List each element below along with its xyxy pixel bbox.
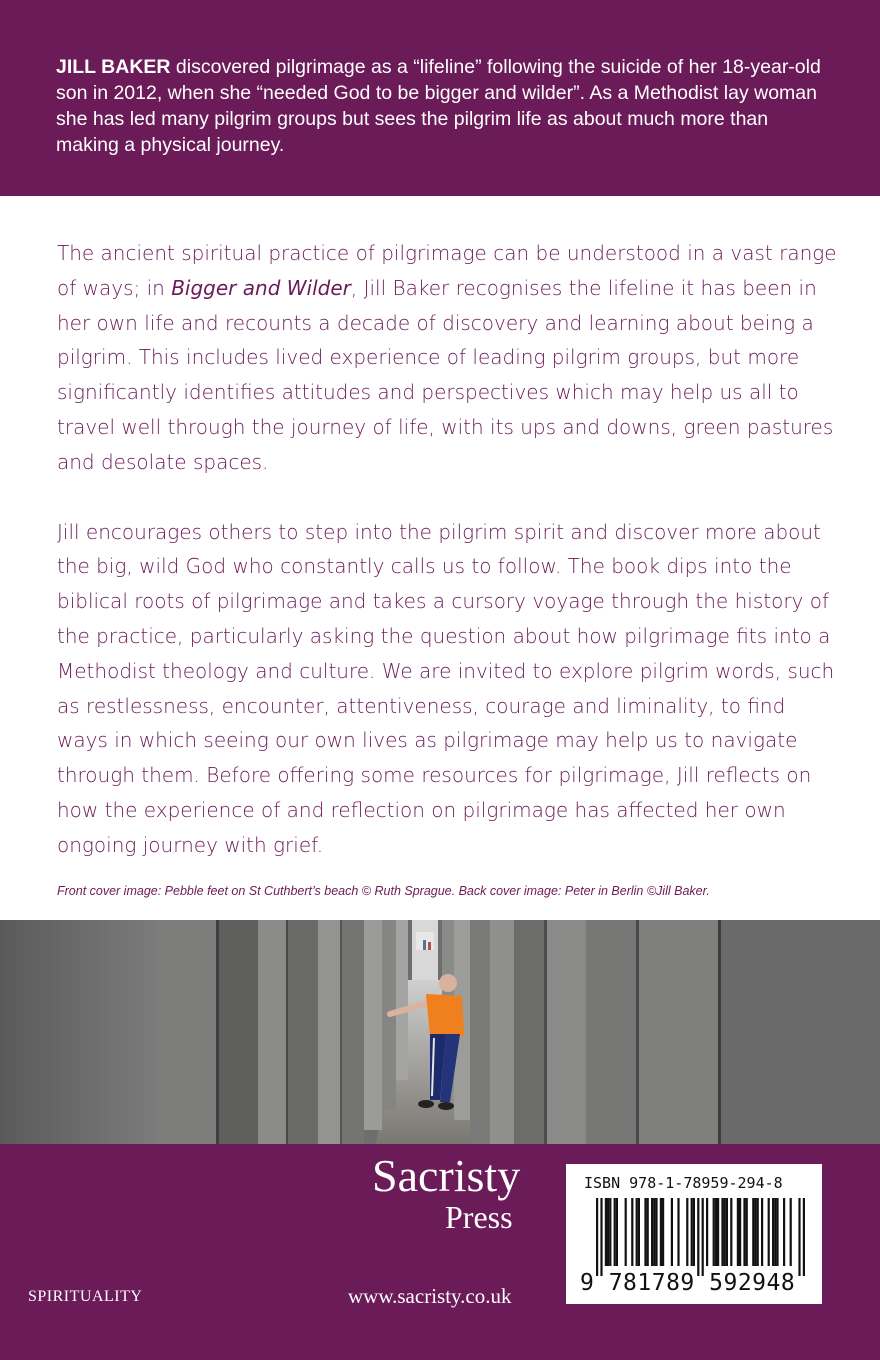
publisher-logo — [372, 1150, 542, 1235]
publisher-website: www.sacristy.co.uk — [348, 1284, 512, 1308]
barcode-bar — [625, 1198, 627, 1266]
barcode-bar — [790, 1198, 792, 1266]
barcode-bar — [660, 1198, 662, 1266]
barcode-bar — [600, 1198, 602, 1276]
barcode-bar — [776, 1198, 778, 1266]
barcode-bar — [726, 1198, 728, 1266]
barcode-bar — [717, 1198, 719, 1266]
barcode-bar — [724, 1198, 726, 1266]
barcode-bar — [746, 1198, 748, 1266]
barcode-bar — [721, 1198, 723, 1266]
barcode-bar — [671, 1198, 673, 1266]
back-cover-photo — [0, 920, 880, 1144]
barcode-bar — [752, 1198, 754, 1266]
barcode-bar — [768, 1198, 770, 1266]
barcode-bar — [644, 1198, 646, 1266]
barcode-bar — [662, 1198, 664, 1266]
isbn-label: ISBN 978-1-78959-294-8 — [584, 1174, 783, 1192]
barcode-bar — [607, 1198, 609, 1266]
author-bio — [56, 54, 826, 158]
barcode-bar — [655, 1198, 657, 1266]
barcode-bar — [647, 1198, 649, 1266]
author-bio-band — [0, 0, 880, 196]
barcode-bar — [693, 1198, 695, 1266]
barcode-bar — [609, 1198, 611, 1266]
barcode-bar — [691, 1198, 693, 1266]
barcode-bar — [697, 1198, 699, 1276]
blurb-paragraph-1: The ancient spiritual practice of pilgrimage can be understood in a vast range of ways; in Bigger and Wilder, Jill Baker recognises the lifeline it has been in her own life and recounts a decade of discovery and learning about being a pilgrim. This includes lived experience of leading pilgrim groups, but more significantly identifies attitudes and perspectives which may help us all to travel well through the journey of life, with its ups and downs, green pastures and desolate spaces. — [57, 241, 837, 474]
barcode-bar — [761, 1198, 763, 1266]
barcode-bar — [614, 1198, 616, 1266]
barcode-bar — [772, 1198, 774, 1266]
barcode-bar — [686, 1198, 688, 1266]
barcode-bar — [774, 1198, 776, 1266]
barcode-bar — [651, 1198, 653, 1266]
barcode-bar — [631, 1198, 633, 1266]
barcode-bar — [636, 1198, 638, 1266]
barcode-bar — [783, 1198, 785, 1266]
publisher-name-line1: Sacristy — [372, 1150, 521, 1201]
barcode-bar — [737, 1198, 739, 1266]
blurb-paragraph-2: Jill encourages others to step into the pilgrim spirit and discover more about the big, wild God who constantly calls us to follow. The book dips into the biblical roots of pilgrimage and takes a cursory voyage through the history of the practice, particularly asking the question about how pilgrimage fits into a Methodist theology and culture. We are invited to explore pilgrim words, such as restlessness, encounter, attentiveness, courage and liminality, to find ways in which seeing our own lives as pilgrimage may help us to navigate through them. Before offering some resources for pilgrimage, Jill reflects on how the experience of and reflection on pilgrimage has affected her own ongoing journey with grief. — [57, 519, 835, 857]
isbn-barcode — [566, 1164, 822, 1304]
barcode-bar — [638, 1198, 640, 1266]
author-bio-text: discovered pilgrimage as a “lifeline” following the suicide of her 18-year-old son in 2012, when she “needed God to be bigger and wilder”. As a Methodist lay woman she has led many pilgrim groups but sees the pilgrim life as about much more than making a physical journey. — [56, 56, 821, 156]
barcode-bar — [653, 1198, 655, 1266]
publisher-name-line2: Press — [445, 1199, 513, 1235]
image-credit: Front cover image: Pebble feet on St Cuthbert’s beach © Ruth Sprague. Back cover image: Peter in Berlin ©Jill Baker. — [57, 884, 710, 898]
author-name: JILL BAKER — [56, 56, 171, 78]
book-blurb — [57, 236, 837, 863]
ean-digits: 9 781789 592948 — [580, 1270, 796, 1296]
barcode-bar — [713, 1198, 715, 1266]
barcode-bar — [743, 1198, 745, 1266]
barcode-bar — [677, 1198, 679, 1266]
barcode-bar — [596, 1198, 598, 1276]
barcode-bar — [706, 1198, 708, 1266]
book-title: Bigger and Wilder — [171, 275, 351, 300]
category-label: SPIRITUALITY — [28, 1288, 143, 1305]
barcode-bar — [616, 1198, 618, 1266]
barcode-bar — [803, 1198, 805, 1276]
barcode-bar — [739, 1198, 741, 1266]
barcode-bar — [702, 1198, 704, 1276]
barcode-bar — [754, 1198, 756, 1266]
barcode-bar — [757, 1198, 759, 1266]
barcode-bar — [798, 1198, 800, 1276]
barcode-bar — [730, 1198, 732, 1266]
barcode-bar — [605, 1198, 607, 1266]
barcode-bar — [715, 1198, 717, 1266]
